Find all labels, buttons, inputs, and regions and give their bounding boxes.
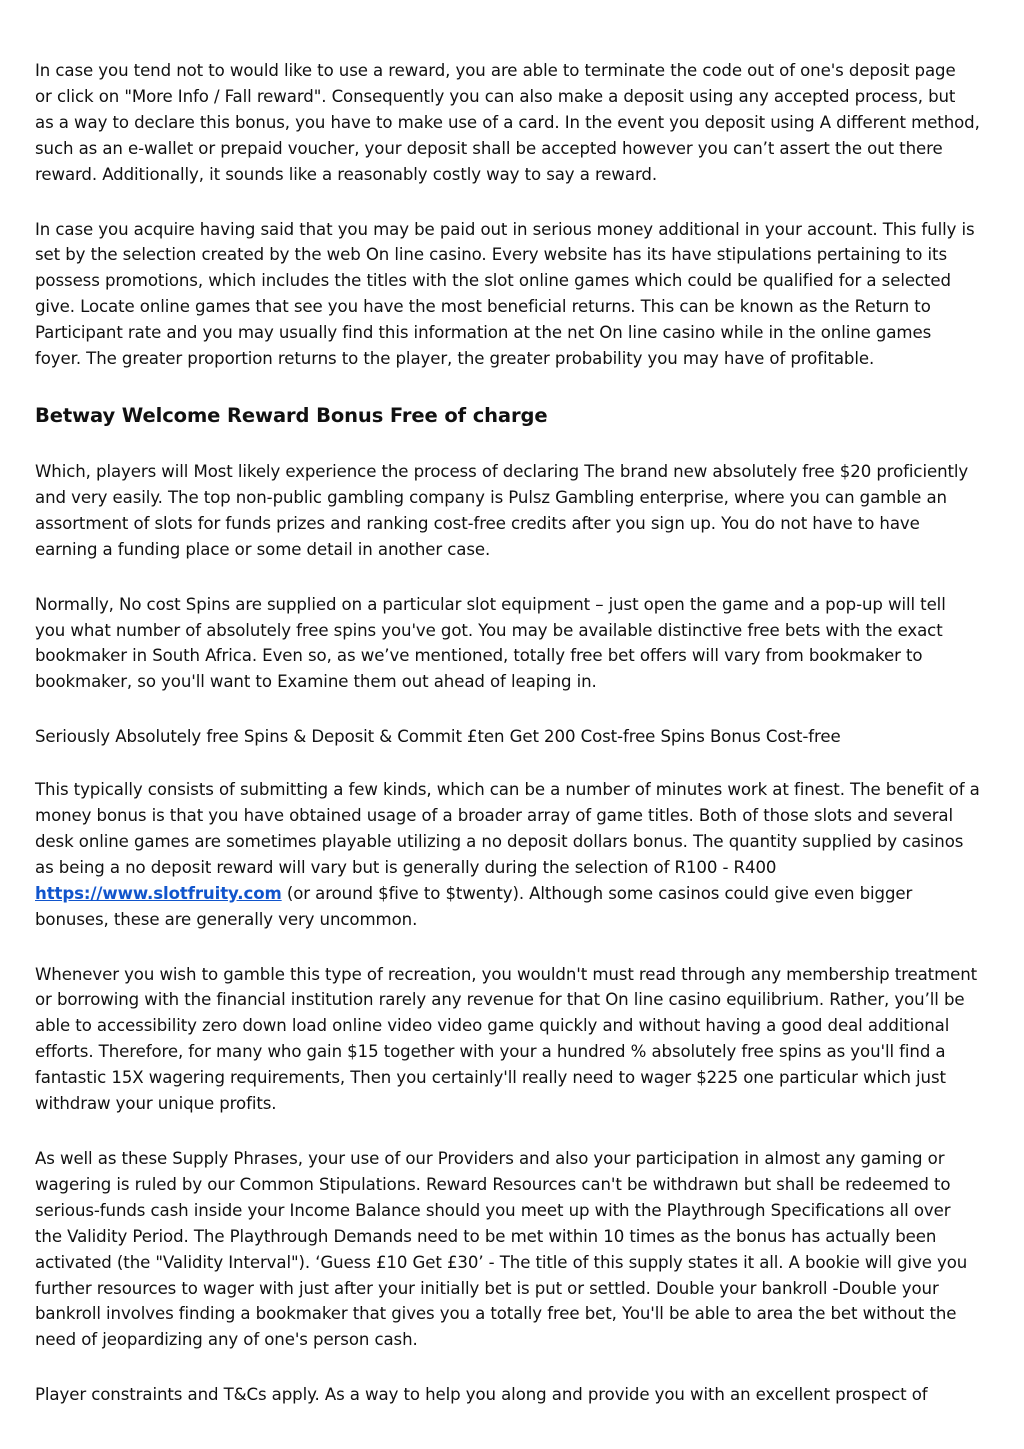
text-line: bonuses, these are generally very uncommon. xyxy=(35,909,418,929)
text-line: give. Locate online games that see you have the most beneficial returns. This can be known as the Return to xyxy=(35,297,931,317)
text-line: as a way to declare this bonus, you have to make use of a card. In the event you deposit using A different method, xyxy=(35,112,980,132)
paragraph-1 xyxy=(35,58,995,188)
text-line: serious-funds cash inside your Income Balance should you meet up with the Playthrough Specifications all over xyxy=(35,1200,951,1220)
text-line: Seriously Absolutely free Spins & Deposit & Commit £ten Get 200 Cost-free Spins Bonus Cost-free xyxy=(35,727,841,747)
text-line: Participant rate and you may usually find this information at the net On line casino while in the online games xyxy=(35,323,932,343)
paragraph-6 xyxy=(35,777,995,932)
text-line: you what number of absolutely free spins you've got. You may be available distinctive free bets with the exact xyxy=(35,620,943,640)
section-heading: Betway Welcome Reward Bonus Free of charge xyxy=(35,403,548,427)
text-line: bookmaker in South Africa. Even so, as we’ve mentioned, totally free bet offers will vary from bookmaker to xyxy=(35,646,923,666)
text-line: such as an e-wallet or prepaid voucher, your deposit shall be accepted however you can’t assert the out there xyxy=(35,138,943,158)
paragraph-7 xyxy=(35,962,995,1117)
text-line: In case you acquire having said that you may be paid out in serious money additional in your account. This fully is xyxy=(35,219,975,239)
text-line: bankroll involves finding a bookmaker that gives you a totally free bet, You'll be able to area the bet without the xyxy=(35,1304,957,1324)
text-line: withdraw your unique profits. xyxy=(35,1094,277,1114)
text-line: need of jeopardizing any of one's person cash. xyxy=(35,1330,418,1350)
text-line: Which, players will Most likely experience the process of declaring The brand new absolutely free $20 proficiently xyxy=(35,461,969,481)
text-line: further resources to wager with just after your initially bet is put or settled. Double your bankroll -Double your xyxy=(35,1278,939,1298)
text-line: In case you tend not to would like to use a reward, you are able to terminate the code out of one's deposit page xyxy=(35,61,956,80)
text-line: earning a funding place or some detail in another case. xyxy=(35,539,491,559)
text-line: bookmaker, so you'll want to Examine them out ahead of leaping in. xyxy=(35,672,597,692)
text-line: possess promotions, which includes the titles with the slot online games which could be qualified for a selected xyxy=(35,271,951,291)
paragraph-4 xyxy=(35,592,995,696)
text-line: money bonus is that you have obtained usage of a broader array of game titles. Both of those slots and several xyxy=(35,806,954,826)
text-line: Player constraints and T&Cs apply. As a way to help you along and provide you with an excellent prospect of xyxy=(35,1385,928,1405)
text-line: set by the selection created by the web On line casino. Every website has its have stipulations pertaining to its xyxy=(35,245,947,265)
text-line: the Validity Period. The Playthrough Demands need to be met within 10 times as the bonus has actually been xyxy=(35,1226,937,1246)
text-line: assortment of slots for funds prizes and ranking cost-free credits after you sign up. You do not have to have xyxy=(35,513,920,533)
text-line: As well as these Supply Phrases, your use of our Providers and also your participation in almost any gaming or xyxy=(35,1149,945,1168)
paragraph-3 xyxy=(35,459,995,563)
text-line: or click on "More Info / Fall reward". Consequently you can also make a deposit using any accepted process, but xyxy=(35,86,956,106)
document-page xyxy=(35,58,995,1437)
text-line: able to accessibility zero down load online video video game quickly and without having a good deal additional xyxy=(35,1016,950,1036)
text-line: foyer. The greater proportion returns to the player, the greater probability you may have of profitable. xyxy=(35,349,875,369)
slotfruity-link[interactable]: https://www.slotfruity.com xyxy=(35,883,282,903)
paragraph-2 xyxy=(35,217,995,372)
paragraph-9 xyxy=(35,1382,995,1408)
text-line: as being a no deposit reward will vary but is generally during the selection of R100 - R400 xyxy=(35,857,777,877)
text-line: fantastic 15X wagering requirements, Then you certainly'll really need to wager $225 one particular which just xyxy=(35,1068,946,1088)
text-line: reward. Additionally, it sounds like a reasonably costly way to say a reward. xyxy=(35,164,657,184)
text-line: wagering is ruled by our Common Stipulations. Reward Resources can't be withdrawn but shall be redeemed to xyxy=(35,1174,951,1194)
text-line: Normally, No cost Spins are supplied on a particular slot equipment – just open the game and a pop-up will tell xyxy=(35,594,946,614)
text-line-with-link xyxy=(35,881,995,907)
text-after-link: (or around $five to $twenty). Although some casinos could give even bigger xyxy=(281,883,913,903)
text-line: or borrowing with the financial institution rarely any revenue for that On line casino equilibrium. Rather, you’ll be xyxy=(35,990,965,1010)
text-line: efforts. Therefore, for many who gain $15 together with your a hundred % absolutely free spins as you'll find a xyxy=(35,1042,946,1062)
paragraph-5 xyxy=(35,724,995,750)
text-line: Whenever you wish to gamble this type of recreation, you wouldn't must read through any membership treatment xyxy=(35,964,978,984)
text-line: activated (the "Validity Interval"). ‘Guess £10 Get £30’ - The title of this supply states it all. A bookie will give you xyxy=(35,1252,968,1272)
text-line: desk online games are sometimes playable utilizing a no deposit dollars bonus. The quantity supplied by casinos xyxy=(35,831,964,851)
text-line: This typically consists of submitting a few kinds, which can be a number of minutes work at finest. The benefit of a xyxy=(35,780,980,800)
text-line: and very easily. The top non-public gambling company is Pulsz Gambling enterprise, where you can gamble an xyxy=(35,487,947,507)
paragraph-8 xyxy=(35,1146,995,1353)
